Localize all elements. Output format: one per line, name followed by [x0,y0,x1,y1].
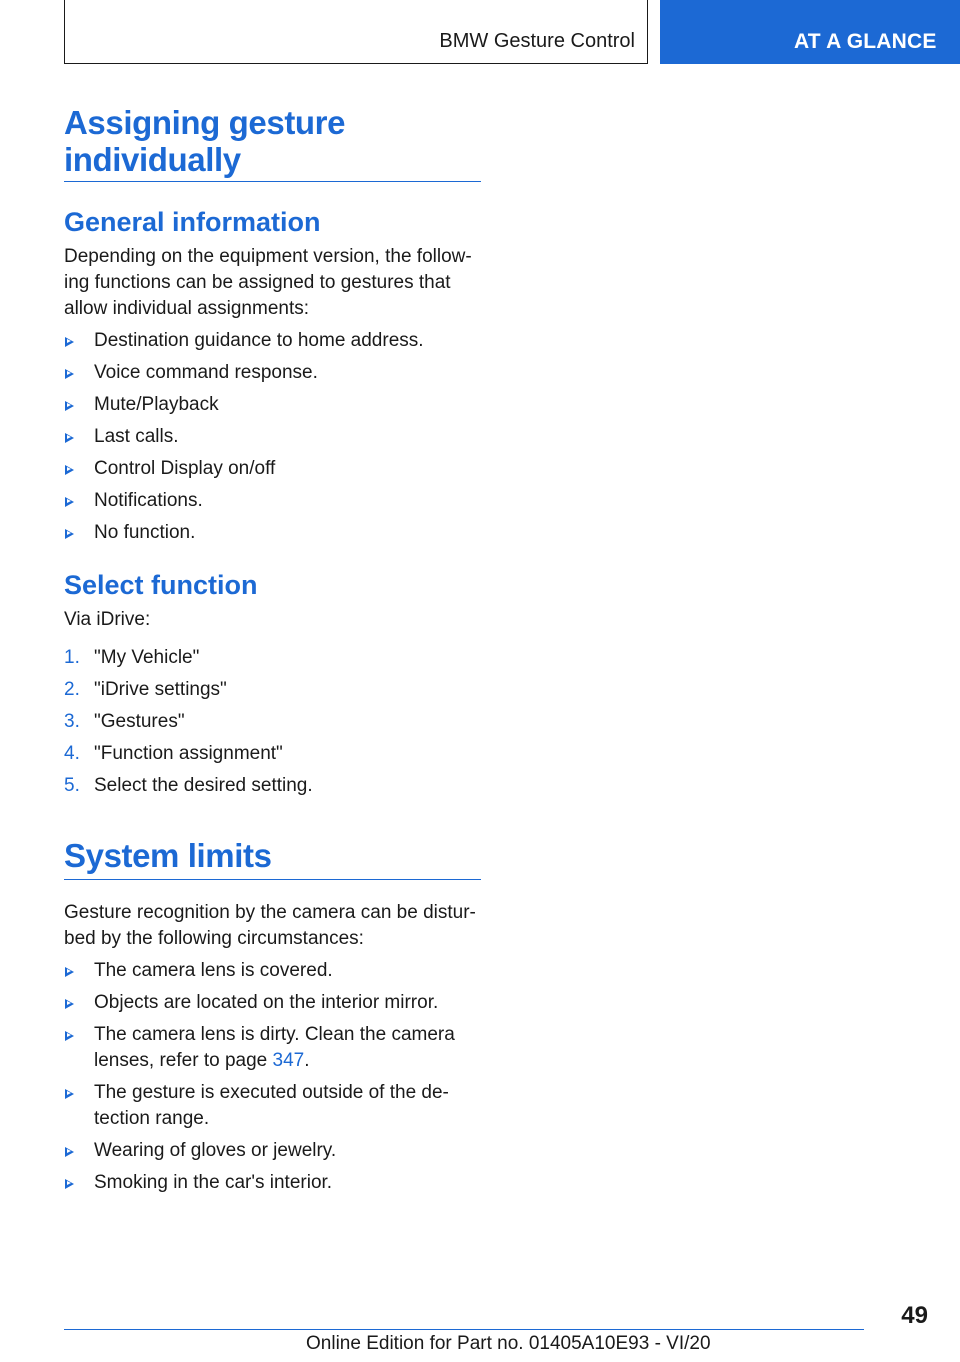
system-limits-title-block [64,837,481,874]
list-item: No function. [64,520,481,546]
triangle-bullet-icon [65,1147,74,1157]
list-item: Destination guidance to home address. [64,328,481,354]
page-number: 49 [901,1302,928,1329]
list-item: 1. "My Vehicle" [64,645,481,671]
step-number: 5. [64,775,80,796]
chapter-title: BMW Gesture Control [439,30,635,52]
list-item: Smoking in the car's interior. [64,1170,481,1196]
triangle-bullet-icon [65,465,74,475]
triangle-bullet-icon [65,967,74,977]
system-limits-section [64,900,481,1196]
title-divider [64,181,481,182]
list-item: 3. "Gestures" [64,709,481,735]
page-title-line-2: individually [64,141,241,178]
list-item: 5. Select the desired setting. [64,773,481,799]
select-function-heading: Select function [64,570,258,600]
list-item: The camera lens is dirty. Clean the camera lenses, refer to page 347. [64,1022,459,1074]
triangle-bullet-icon [65,369,74,379]
select-function-section [64,569,481,799]
triangle-bullet-icon [65,497,74,507]
system-limits-divider [64,879,481,880]
section-tab-at-a-glance[interactable]: AT A GLANCE [660,0,960,64]
page-title-block [64,104,481,178]
system-limits-intro: Gesture recognition by the camera can be distur-bed by the following circumstances: [64,902,476,949]
list-item: Last calls. [64,424,481,450]
general-information-section [64,206,481,546]
step-number: 1. [64,647,80,668]
footer-edition-text: Online Edition for Part no. 01405A10E93 - VI/20 [306,1333,711,1354]
general-information-intro: Depending on the equipment version, the follow-ing functions can be assigned to gestures that allow individual assignments: [64,246,472,319]
triangle-bullet-icon [65,1031,74,1041]
list-item: Mute/Playback [64,392,481,418]
triangle-bullet-icon [65,1179,74,1189]
triangle-bullet-icon [65,999,74,1009]
page-reference-link[interactable]: 347 [272,1050,305,1071]
list-item: 4. "Function assignment" [64,741,481,767]
list-item: The camera lens is covered. [64,958,481,984]
triangle-bullet-icon [65,337,74,347]
footer-divider [64,1329,864,1330]
list-item: 2. "iDrive settings" [64,677,481,703]
list-item: The gesture is executed outside of the de-tection range. [64,1080,459,1132]
list-item: Voice command response. [64,360,481,386]
system-limits-heading: System limits [64,837,272,874]
step-number: 2. [64,679,80,700]
step-number: 3. [64,711,80,732]
list-item: Wearing of gloves or jewelry. [64,1138,481,1164]
header-chapter-box [64,0,648,64]
page-title-line-1: Assigning gesture [64,104,346,141]
step-number: 4. [64,743,80,764]
steps-list [64,645,481,799]
function-list [64,328,481,546]
list-item: Control Display on/off [64,456,481,482]
list-item: Objects are located on the interior mirror. [64,990,481,1016]
select-function-intro: Via iDrive: [64,609,151,630]
triangle-bullet-icon [65,529,74,539]
triangle-bullet-icon [65,1089,74,1099]
limits-list [64,958,481,1196]
general-information-heading: General information [64,207,321,237]
triangle-bullet-icon [65,401,74,411]
list-item: Notifications. [64,488,481,514]
triangle-bullet-icon [65,433,74,443]
